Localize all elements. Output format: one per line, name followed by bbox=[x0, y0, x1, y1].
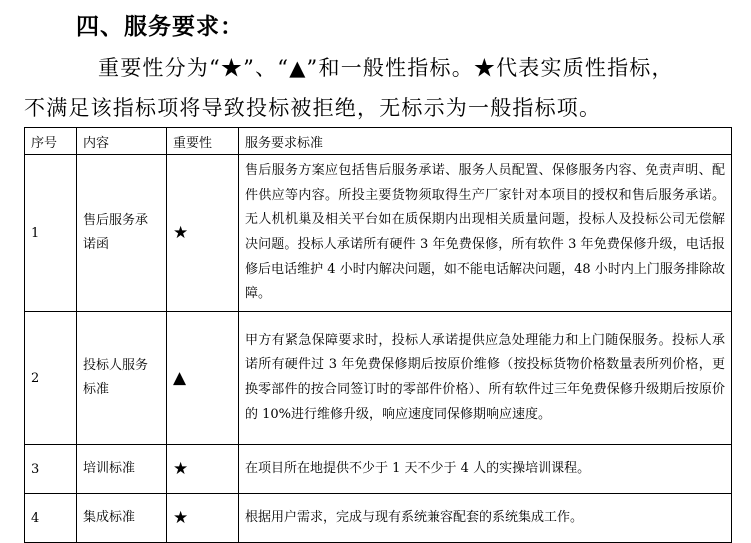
intro-paragraph-line-2: 不满足该指标项将导致投标被拒绝，无标示为一般指标项。 bbox=[24, 96, 602, 120]
row-standard: 甲方有紧急保障要求时，投标人承诺提供应急处理能力和上门随保服务。投标人承诺所有硬件过 3 年免费保修期后按原价维修（按投标货物价格数量表所列价格，更换零部件的按合同签订时的零部件价格）、所有软件过三年免费保修升级期后按原价的 10%进行维修升级，响应速度同保修期响应速度。 bbox=[239, 312, 732, 445]
row-content: 投标人服务标准 bbox=[77, 312, 167, 445]
header-no: 序号 bbox=[25, 128, 77, 155]
row-number: 4 bbox=[25, 494, 77, 543]
importance-star-marker: ★ bbox=[167, 155, 239, 312]
header-importance: 重要性 bbox=[167, 128, 239, 155]
intro-paragraph-line-1: 重要性分为“★”、“▲”和一般性指标。★代表实质性指标， bbox=[98, 56, 674, 80]
importance-star-marker: ★ bbox=[167, 445, 239, 494]
table-header-row bbox=[25, 128, 732, 155]
table-row bbox=[25, 155, 732, 312]
table-row bbox=[25, 494, 732, 543]
service-requirements-table bbox=[24, 127, 732, 543]
row-number: 2 bbox=[25, 312, 77, 445]
importance-triangle-marker: ▲ bbox=[167, 312, 239, 445]
row-standard: 售后服务方案应包括售后服务承诺、服务人员配置、保修服务内容、免责声明、配件供应等内容。所投主要货物须取得生产厂家针对本项目的授权和售后服务承诺。无人机机巢及相关平台如在质保期内出现相关质量问题，投标人及投标公司无偿解决问题。投标人承诺所有硬件 3 年免费保修，所有软件 3 年免费保修升级，电话报修后电话维护 4 小时内解决问题，如不能电话解决问题，48 小时内上门服务排除故障。 bbox=[239, 155, 732, 312]
row-number: 1 bbox=[25, 155, 77, 312]
row-content: 售后服务承诺函 bbox=[77, 155, 167, 312]
row-standard: 在项目所在地提供不少于 1 天不少于 4 人的实操培训课程。 bbox=[239, 445, 732, 494]
table-row bbox=[25, 445, 732, 494]
header-standard: 服务要求标准 bbox=[239, 128, 732, 155]
table-row bbox=[25, 312, 732, 445]
row-content: 培训标准 bbox=[77, 445, 167, 494]
header-content: 内容 bbox=[77, 128, 167, 155]
section-heading: 四、服务要求： bbox=[76, 14, 244, 40]
row-content: 集成标准 bbox=[77, 494, 167, 543]
row-number: 3 bbox=[25, 445, 77, 494]
importance-star-marker: ★ bbox=[167, 494, 239, 543]
row-standard: 根据用户需求，完成与现有系统兼容配套的系统集成工作。 bbox=[239, 494, 732, 543]
